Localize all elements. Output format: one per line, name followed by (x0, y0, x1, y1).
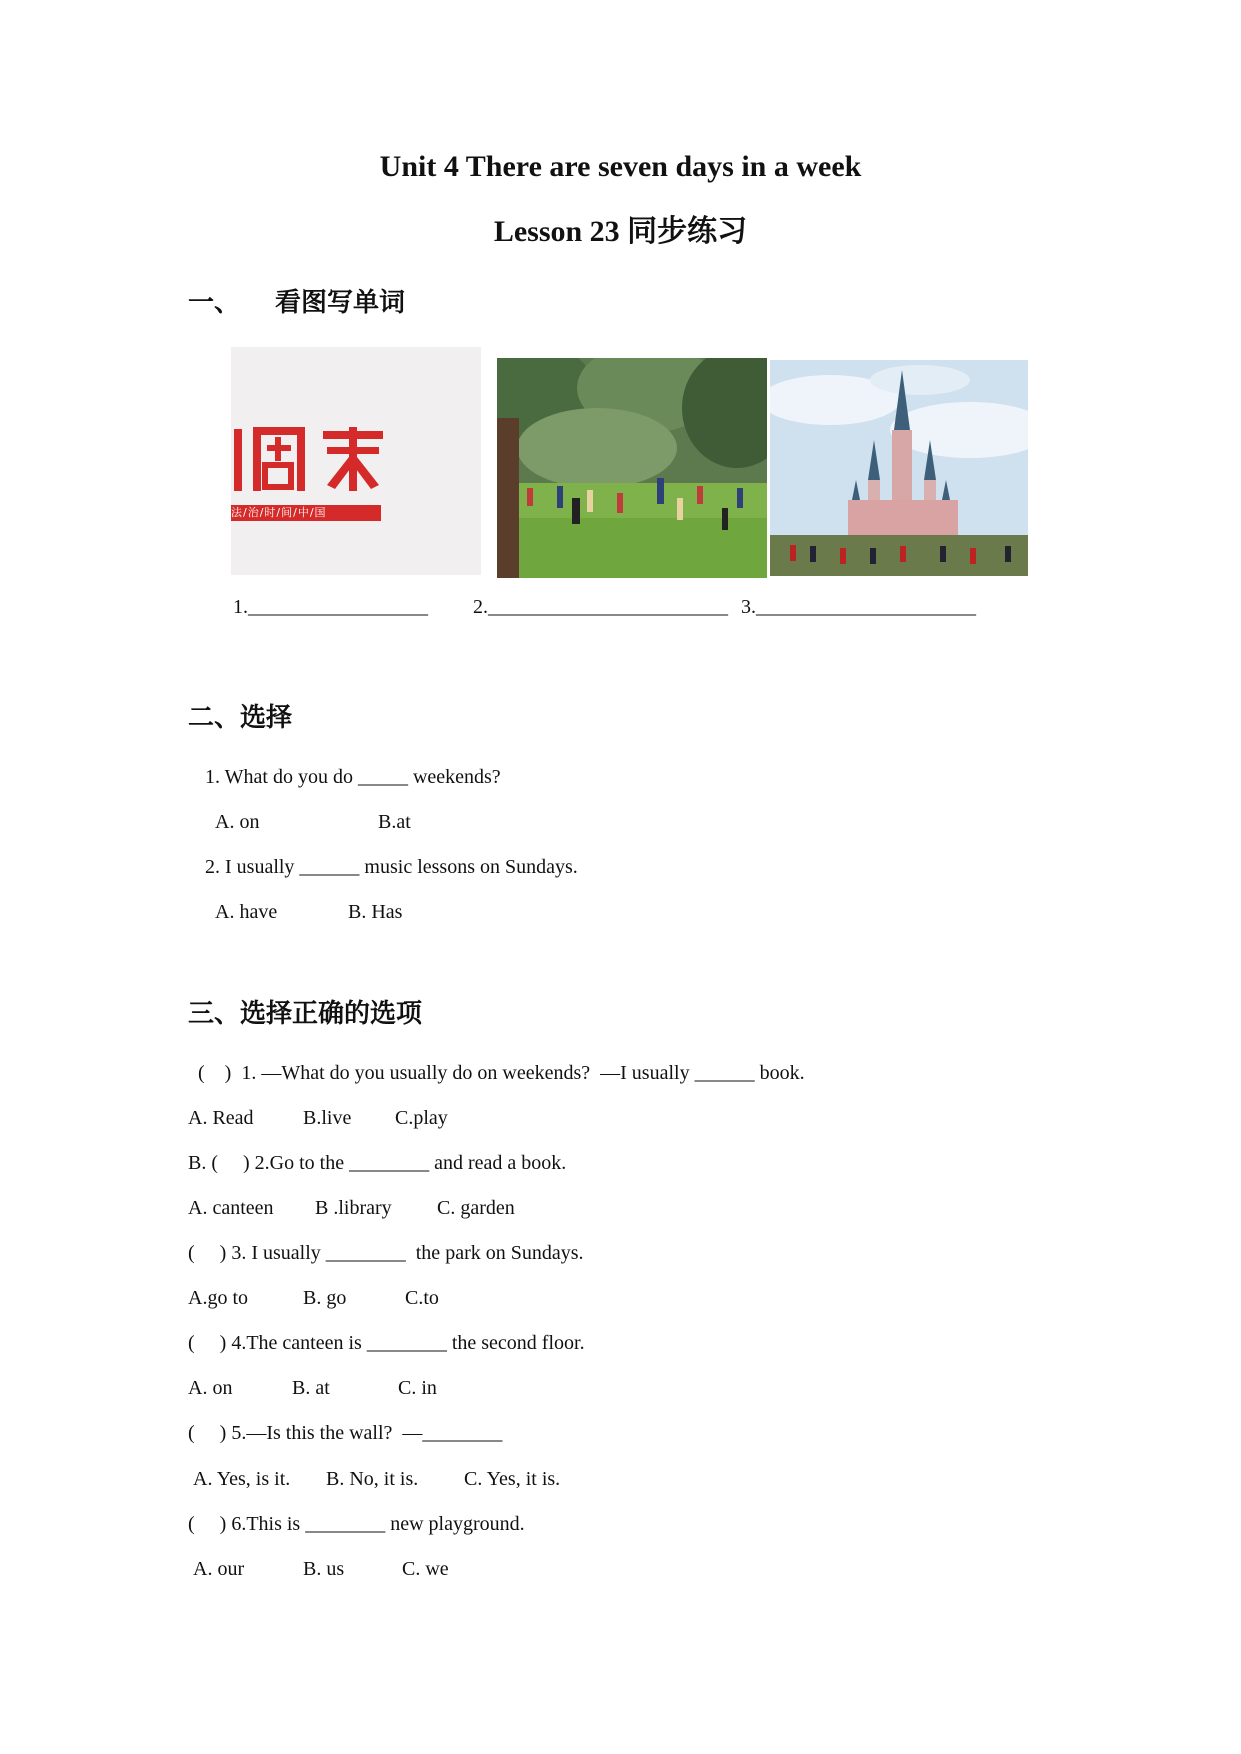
section3-heading: 三、选择正确的选项 (188, 999, 423, 1029)
s3-q1-option-a: A. Read (188, 1107, 254, 1129)
s3-q1-option-c: C.play (395, 1107, 448, 1129)
s3-q3-option-c: C.to (405, 1287, 439, 1309)
s3-q5-option-a: A. Yes, is it. (193, 1468, 291, 1490)
s2-q1-option-a: A. on (215, 811, 260, 833)
s3-q3-option-b: B. go (303, 1287, 347, 1309)
s3-question-4: ( ) 4.The canteen is ________ the second floor. (188, 1332, 585, 1354)
blank-2: 2.________________________ (473, 596, 728, 618)
weekend-logo-image (231, 347, 481, 575)
s3-q2-option-b: B .library (315, 1197, 392, 1219)
s3-q4-option-a: A. on (188, 1377, 233, 1399)
s2-q2-option-b: B. Has (348, 901, 403, 923)
page-subtitle: Lesson 23 同步练习 (493, 215, 748, 248)
s3-question-6: ( ) 6.This is ________ new playground. (188, 1513, 525, 1535)
s2-q2-option-a: A. have (215, 901, 278, 923)
s3-question-2: B. ( ) 2.Go to the ________ and read a book. (188, 1152, 567, 1174)
s3-question-1: ( ) 1. —What do you usually do on weekends? —I usually ______ book. (198, 1062, 805, 1084)
s3-q5-option-c: C. Yes, it is. (464, 1468, 561, 1490)
s2-question-2: 2. I usually ______ music lessons on Sundays. (205, 856, 578, 878)
blank-3: 3.______________________ (741, 596, 976, 618)
s3-question-5: ( ) 5.—Is this the wall? —________ (188, 1422, 503, 1444)
section1-number: 一、 (188, 288, 241, 318)
section2-heading: 二、选择 (188, 703, 293, 733)
s3-q2-option-a: A. canteen (188, 1197, 274, 1219)
s3-q5-option-b: B. No, it is. (326, 1468, 419, 1490)
s3-q6-option-b: B. us (303, 1558, 345, 1580)
logo-subtext: 法/治/时/间/中/国 (231, 506, 327, 519)
s2-q1-option-b: B.at (378, 811, 411, 833)
s3-q6-option-a: A. our (193, 1558, 245, 1580)
page-title: Unit 4 There are seven days in a week (379, 150, 862, 183)
s3-q6-option-c: C. we (402, 1558, 449, 1580)
blank-1: 1.__________________ (233, 596, 428, 618)
s3-q4-option-c: C. in (398, 1377, 437, 1399)
s3-q1-option-b: B.live (303, 1107, 352, 1129)
s3-question-3: ( ) 3. I usually ________ the park on Sundays. (188, 1242, 584, 1264)
s3-q3-option-a: A.go to (188, 1287, 248, 1309)
park-image (497, 358, 767, 578)
s3-q2-option-c: C. garden (437, 1197, 515, 1219)
s2-question-1: 1. What do you do _____ weekends? (205, 766, 501, 788)
castle-image (770, 360, 1028, 576)
section1-heading: 看图写单词 (275, 288, 406, 318)
s3-q4-option-b: B. at (292, 1377, 330, 1399)
